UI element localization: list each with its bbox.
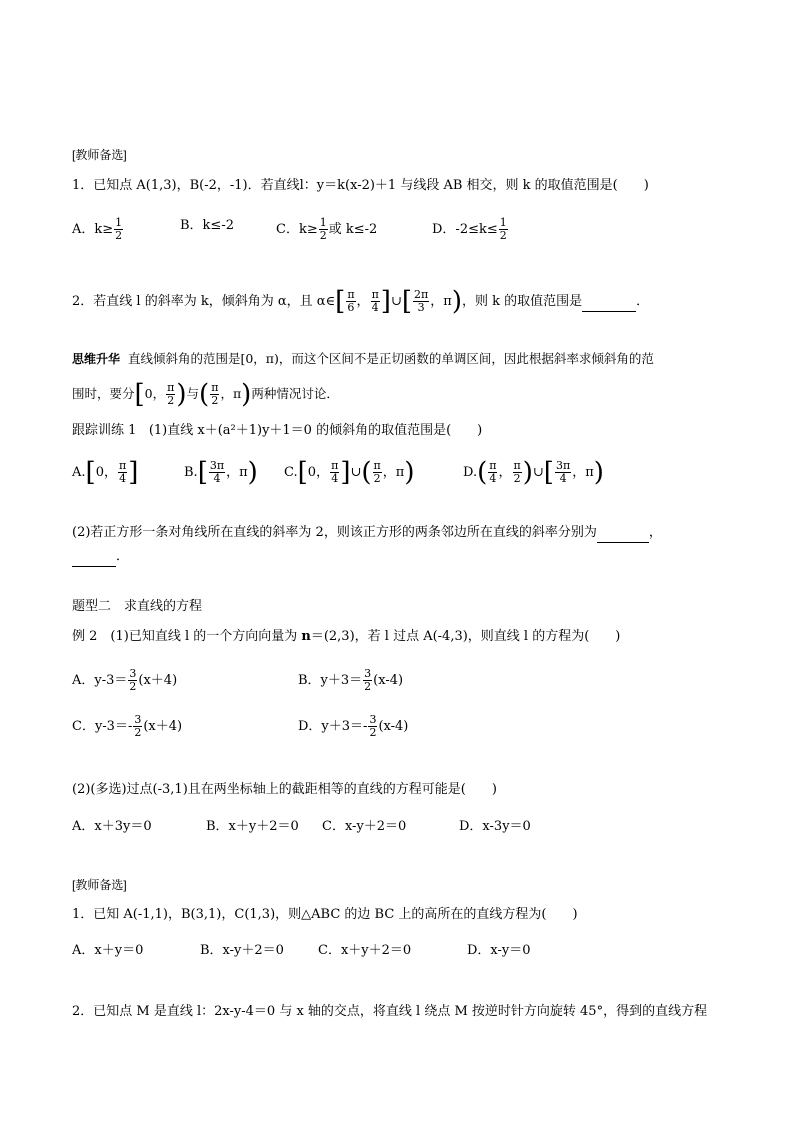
tracking-option-c: C.[0， $\frac{\pi}{4}$ ]∪( $\frac{\pi}{2}$ ，π) xyxy=(284,457,415,488)
teacher2-option-b: B．x-y＋2＝0 xyxy=(200,943,284,958)
fraction: $\frac{1}{2}$ xyxy=(319,216,327,242)
option-d: D．-2≤k≤ $\frac{1}{2}$ xyxy=(432,216,507,242)
tracking-option-a: A.[0， $\frac{\pi}{4}$ ] xyxy=(72,457,139,488)
question-2-text: 2．若直线 l 的斜率为 k，倾斜角为 α，且 α∈[ $\frac{\pi}{6}$ ， $\frac{\pi}{4}$ ]∪[ $\frac{2\pi}{3}$ ，π)，则 k 的取值范围是 ． xyxy=(72,286,650,317)
teacher2-option-c: C．x＋y＋2＝0 xyxy=(318,943,412,958)
ex2-q2-option-d: D．x-3y＝0 xyxy=(459,819,531,834)
ex2-option-a: A．y-3＝ $\frac{3}{2}$ (x＋4) xyxy=(72,667,178,693)
tracking-question-2-cont: ． xyxy=(72,548,129,567)
tracking-option-d: D.( $\frac{\pi}{4}$ ， $\frac{\pi}{2}$ )∪[ $\frac{3\pi}{4}$ ，π) xyxy=(463,457,604,488)
option-b: B．k≤-2 xyxy=(180,218,234,233)
option-c: C．k≥ $\frac{1}{2}$ 或 k≤-2 xyxy=(276,216,378,242)
tracking-label: 跟踪训练 1 xyxy=(72,423,137,438)
thinking-line-2: 围时，要分[0， $\frac{\pi}{2}$ )与( $\frac{\pi}{2}$ ，π)两种情况讨论． xyxy=(72,379,339,410)
ex2-option-c: C．y-3＝- $\frac{3}{2}$ (x＋4) xyxy=(72,713,183,739)
teacher2-option-d: D．x-y＝0 xyxy=(467,943,531,958)
tracking-question-1: 跟踪训练 1 (1)直线 x＋(a²＋1)y＋1＝0 的倾斜角的取值范围是( ) xyxy=(72,423,483,438)
thinking-line-1: 思维升华 直线倾斜角的范围是[0，π)，而这个区间不是正切函数的单调区间，因此根据斜率求倾斜角的范 xyxy=(72,351,654,366)
section-label-teacher-optional-2: [教师备选] xyxy=(72,878,127,892)
example-2-question-1: 例 2 (1)已知直线 l 的一个方向向量为 n＝(2,3)，若 l 过点 A(-4,3)，则直线 l 的方程为( ) xyxy=(72,629,621,644)
fraction: $\frac{1}{2}$ xyxy=(499,216,507,242)
answer-blank xyxy=(582,293,636,312)
tracking-question-2: (2)若正方形一条对角线所在直线的斜率为 2，则该正方形的两条邻边所在直线的斜率分别为 ， xyxy=(72,524,662,543)
teacher2-option-a: A．x＋y＝0 xyxy=(72,943,144,958)
answer-blank xyxy=(72,548,116,567)
option-a: A．k≥ $\frac{1}{2}$ xyxy=(72,216,123,242)
thinking-label: 思维升华 xyxy=(72,352,121,366)
answer-blank xyxy=(597,524,649,543)
ex2-q2-option-b: B．x＋y＋2＝0 xyxy=(206,819,299,834)
ex2-option-d: D．y＋3＝- $\frac{3}{2}$ (x-4) xyxy=(298,713,409,739)
tracking-option-b: B.[ $\frac{3\pi}{4}$ ，π) xyxy=(184,457,258,488)
question-1-text: 1．已知点 A(1,3)，B(-2，-1)．若直线l：y＝k(x-2)＋1 与线段 AB 相交，则 k 的取值范围是( ) xyxy=(72,178,649,193)
ex2-q2-option-c: C．x-y＋2＝0 xyxy=(322,819,407,834)
example-2-question-2: (2)(多选)过点(-3,1)且在两坐标轴上的截距相等的直线的方程可能是( ) xyxy=(72,782,497,797)
ex2-q2-option-a: A．x＋3y＝0 xyxy=(72,819,152,834)
section-label-teacher-optional: [教师备选] xyxy=(72,148,127,162)
teacher2-question-1: 1．已知 A(-1,1)，B(3,1)，C(1,3)，则△ABC 的边 BC 上的高所在的直线方程为( ) xyxy=(72,907,578,922)
teacher2-question-2: 2．已知点 M 是直线 l：2x-y-4＝0 与 x 轴的交点，将直线 l 绕点 M 按逆时针方向旋转 45°，得到的直线方程 xyxy=(72,1004,708,1019)
ex2-option-b: B．y＋3＝ $\frac{3}{2}$ (x-4) xyxy=(298,667,404,693)
section-title-type-2: 题型二 求直线的方程 xyxy=(72,598,203,613)
fraction: $\frac{1}{2}$ xyxy=(115,216,123,242)
